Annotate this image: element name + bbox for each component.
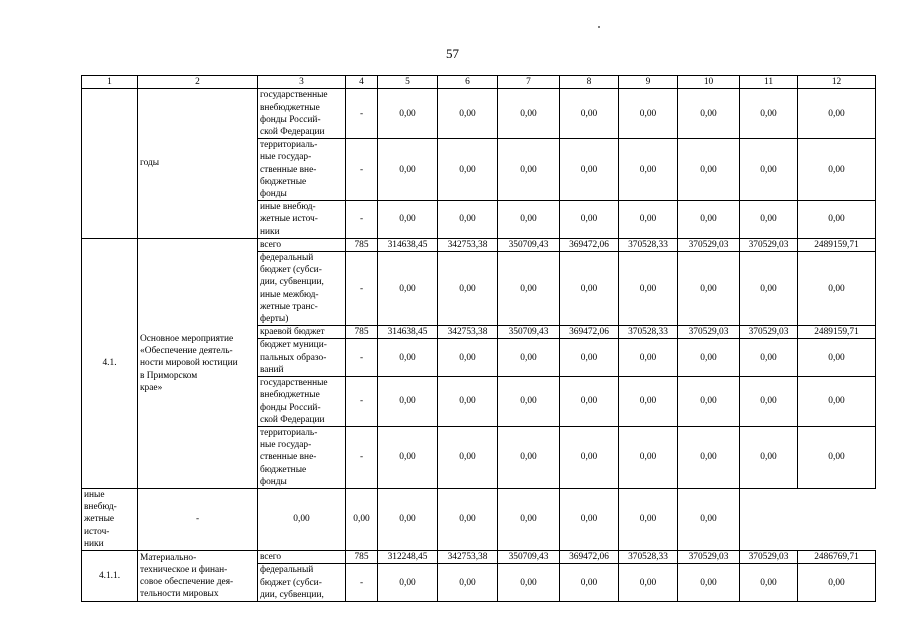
value-cell: 0,00 [798, 564, 876, 602]
value-cell: 0,00 [678, 201, 740, 239]
value-cell: 0,00 [258, 489, 346, 551]
value-cell: 0,00 [378, 427, 438, 489]
value-cell: 0,00 [498, 489, 560, 551]
value-cell: 0,00 [560, 89, 619, 139]
code-cell: - [346, 377, 378, 427]
value-cell: 0,00 [740, 89, 798, 139]
value-cell: 0,00 [438, 89, 498, 139]
value-cell: 0,00 [740, 252, 798, 326]
value-cell: 0,00 [619, 201, 678, 239]
value-cell: 0,00 [740, 139, 798, 201]
value-cell: 350709,43 [498, 551, 560, 564]
value-cell: 0,00 [378, 139, 438, 201]
value-cell: 0,00 [498, 377, 560, 427]
value-cell: 0,00 [438, 201, 498, 239]
value-cell: 0,00 [619, 89, 678, 139]
column-header: 9 [619, 76, 678, 89]
value-cell: 0,00 [619, 564, 678, 602]
item-number-cell: 4.1. [82, 238, 138, 488]
value-cell: 0,00 [378, 377, 438, 427]
value-cell: 0,00 [438, 377, 498, 427]
value-cell: 342753,38 [438, 551, 498, 564]
funding-source-cell: территориаль- ные государ- ственные вне- бюджетные фонды [258, 427, 346, 489]
column-header: 6 [438, 76, 498, 89]
value-cell: 0,00 [678, 252, 740, 326]
value-cell: 342753,38 [438, 326, 498, 339]
value-cell: 0,00 [798, 201, 876, 239]
funding-source-cell: федеральный бюджет (субси- дии, субвенции, [258, 564, 346, 602]
value-cell: 0,00 [498, 427, 560, 489]
value-cell: 350709,43 [498, 238, 560, 251]
code-cell: - [346, 252, 378, 326]
code-cell: 785 [346, 551, 378, 564]
funding-source-cell: всего [258, 238, 346, 251]
value-cell: 314638,45 [378, 238, 438, 251]
code-cell: - [346, 427, 378, 489]
code-cell: - [346, 564, 378, 602]
value-cell: 0,00 [560, 427, 619, 489]
value-cell: 0,00 [740, 564, 798, 602]
code-cell: - [346, 339, 378, 377]
value-cell: 0,00 [678, 427, 740, 489]
value-cell: 0,00 [438, 427, 498, 489]
value-cell: 0,00 [619, 489, 678, 551]
funding-source-cell: иные внебюд- жетные источ- ники [258, 201, 346, 239]
value-cell: 0,00 [740, 201, 798, 239]
column-header: 7 [498, 76, 560, 89]
value-cell: 342753,38 [438, 238, 498, 251]
value-cell: 0,00 [378, 489, 438, 551]
column-header: 11 [740, 76, 798, 89]
value-cell: 0,00 [560, 339, 619, 377]
column-header: 2 [138, 76, 258, 89]
value-cell: 0,00 [678, 339, 740, 377]
value-cell: 0,00 [560, 252, 619, 326]
value-cell: 0,00 [378, 339, 438, 377]
value-cell: 0,00 [378, 89, 438, 139]
value-cell: 0,00 [678, 564, 740, 602]
column-header: 1 [82, 76, 138, 89]
value-cell: 0,00 [438, 139, 498, 201]
value-cell: 369472,06 [560, 551, 619, 564]
value-cell: 0,00 [346, 489, 378, 551]
value-cell: 370528,33 [619, 326, 678, 339]
value-cell: 370528,33 [619, 238, 678, 251]
funding-source-cell: государственные внебюджетные фонды Россий- ской Федерации [258, 377, 346, 427]
column-header: 8 [560, 76, 619, 89]
value-cell: 2489159,71 [798, 326, 876, 339]
value-cell: 2486769,71 [798, 551, 876, 564]
value-cell: 370529,03 [740, 326, 798, 339]
table-row [82, 89, 876, 139]
code-cell: - [346, 89, 378, 139]
value-cell: 0,00 [498, 252, 560, 326]
value-cell: 0,00 [798, 427, 876, 489]
value-cell: 369472,06 [560, 326, 619, 339]
value-cell: 0,00 [378, 564, 438, 602]
funding-source-cell: государственные внебюджетные фонды Россий- ской Федерации [258, 89, 346, 139]
value-cell: 0,00 [678, 489, 740, 551]
value-cell: 350709,43 [498, 326, 560, 339]
value-cell: 0,00 [678, 377, 740, 427]
value-cell: 0,00 [619, 377, 678, 427]
value-cell: 0,00 [378, 201, 438, 239]
value-cell: 370529,03 [740, 238, 798, 251]
funding-source-cell: краевой бюджет [258, 326, 346, 339]
value-cell: 0,00 [798, 339, 876, 377]
value-cell: 0,00 [560, 139, 619, 201]
value-cell: 0,00 [560, 564, 619, 602]
value-cell: 0,00 [798, 139, 876, 201]
value-cell: 0,00 [619, 252, 678, 326]
item-name-cell: Основное мероприятие «Обеспечение деятель- ности мировой юстиции в Приморском крае» [138, 238, 258, 488]
item-name-cell: Материально- техническое и финан- совое обеспечение дея- тельности мировых [138, 551, 258, 602]
value-cell: 0,00 [498, 339, 560, 377]
value-cell: 312248,45 [378, 551, 438, 564]
table-body [82, 89, 876, 602]
table-row [82, 551, 876, 564]
value-cell: 0,00 [560, 377, 619, 427]
item-number-cell: 4.1.1. [82, 551, 138, 602]
code-cell: - [346, 201, 378, 239]
column-header: 10 [678, 76, 740, 89]
value-cell: 0,00 [498, 201, 560, 239]
funding-source-cell: территориаль- ные государ- ственные вне- бюджетные фонды [258, 139, 346, 201]
value-cell: 0,00 [438, 339, 498, 377]
value-cell: 370529,03 [678, 326, 740, 339]
funding-source-cell: федеральный бюджет (субси- дии, субвенции, иные межбюд- жетные транс- ферты) [258, 252, 346, 326]
budget-table [81, 75, 876, 602]
funding-source-cell: всего [258, 551, 346, 564]
item-number-cell [82, 89, 138, 239]
table-row [82, 489, 876, 551]
value-cell: 0,00 [560, 201, 619, 239]
value-cell: 0,00 [378, 252, 438, 326]
value-cell: 0,00 [740, 339, 798, 377]
value-cell: 370529,03 [678, 238, 740, 251]
code-cell: 785 [346, 326, 378, 339]
item-name-cell: годы [138, 89, 258, 239]
value-cell: 0,00 [740, 427, 798, 489]
column-header: 4 [346, 76, 378, 89]
code-cell: - [346, 139, 378, 201]
value-cell: 370529,03 [740, 551, 798, 564]
value-cell: 0,00 [438, 489, 498, 551]
value-cell: 0,00 [438, 252, 498, 326]
value-cell: 370529,03 [678, 551, 740, 564]
value-cell: 0,00 [678, 89, 740, 139]
value-cell: 2489159,71 [798, 238, 876, 251]
scan-speck [598, 26, 600, 28]
funding-source-cell: иные внебюд- жетные источ- ники [82, 489, 138, 551]
value-cell: 0,00 [498, 139, 560, 201]
value-cell: 0,00 [560, 489, 619, 551]
column-header: 12 [798, 76, 876, 89]
value-cell: 0,00 [498, 564, 560, 602]
value-cell: 0,00 [619, 139, 678, 201]
value-cell: 0,00 [678, 139, 740, 201]
value-cell: 0,00 [740, 377, 798, 427]
table-row [82, 238, 876, 251]
value-cell: 0,00 [619, 339, 678, 377]
value-cell: 0,00 [498, 89, 560, 139]
value-cell: 0,00 [619, 427, 678, 489]
value-cell: 0,00 [798, 252, 876, 326]
value-cell: 0,00 [438, 564, 498, 602]
code-cell: 785 [346, 238, 378, 251]
value-cell: 0,00 [798, 377, 876, 427]
value-cell: 0,00 [798, 89, 876, 139]
column-header: 3 [258, 76, 346, 89]
header-row [82, 76, 876, 89]
column-header: 5 [378, 76, 438, 89]
value-cell: 370528,33 [619, 551, 678, 564]
page-number: 57 [446, 46, 459, 61]
funding-source-cell: бюджет муници- пальных образо- ваний [258, 339, 346, 377]
value-cell: 314638,45 [378, 326, 438, 339]
code-cell: - [138, 489, 258, 551]
value-cell: 369472,06 [560, 238, 619, 251]
